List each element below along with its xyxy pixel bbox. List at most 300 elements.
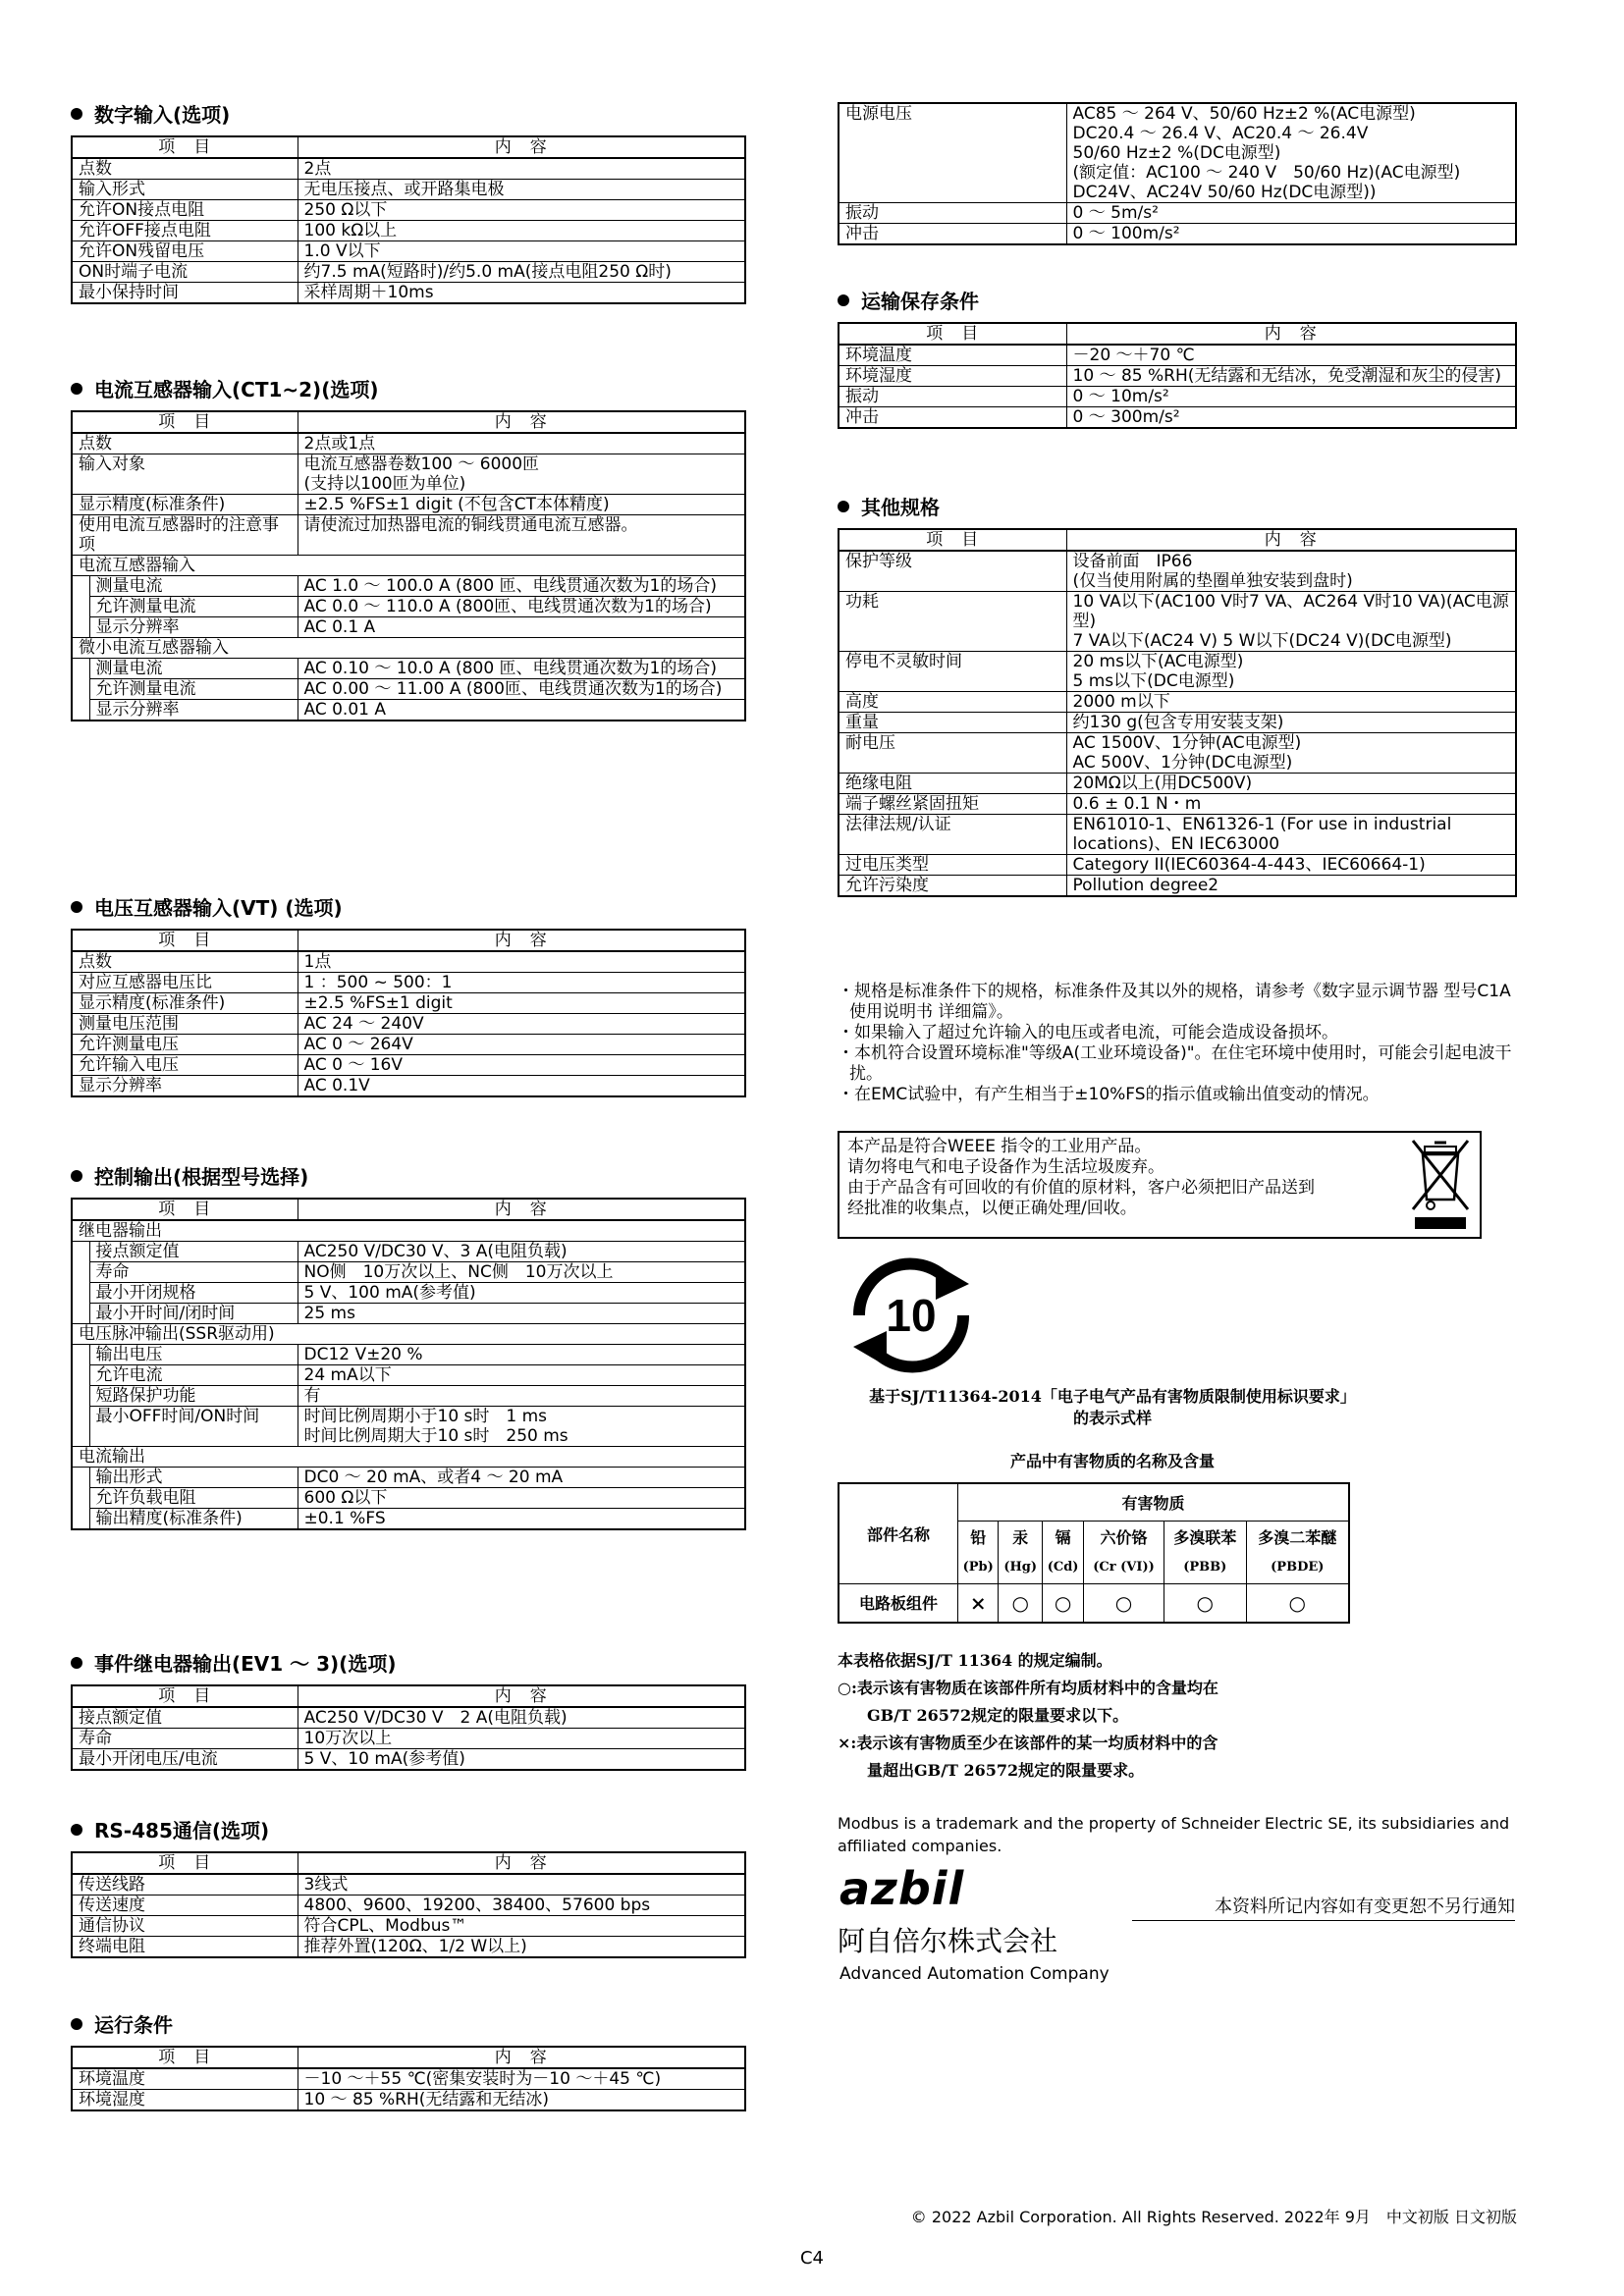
row-value: 4800、9600、19200、38400、57600 bps bbox=[298, 1896, 745, 1916]
row-item: 点数 bbox=[72, 951, 298, 973]
header-item: 项 目 bbox=[72, 411, 298, 433]
header-content: 内 容 bbox=[298, 2047, 745, 2068]
control-output-table bbox=[71, 1198, 746, 1530]
weee-line: 本产品是符合WEEE 指令的工业用产品。 bbox=[847, 1137, 1152, 1156]
row-item: 测量电压范围 bbox=[72, 1014, 298, 1035]
section-title-digital-input: 数字输入(选项) bbox=[71, 102, 230, 128]
header-item: 项 目 bbox=[72, 1852, 298, 1874]
table-row bbox=[839, 592, 1516, 652]
sj-title: 基于SJ/T11364-2014「电子电气产品有害物质限制使用标识要求」 的表示式样 bbox=[869, 1387, 1356, 1427]
row-item: 允许电流 bbox=[89, 1365, 298, 1386]
table-row bbox=[72, 1916, 745, 1937]
row-value: 10万次以上 bbox=[298, 1729, 745, 1749]
row-item: 显示分辨率 bbox=[89, 700, 298, 721]
table-header-row bbox=[72, 1685, 745, 1707]
row-item: 接点额定值 bbox=[89, 1242, 298, 1262]
hz-table-title: 产品中有害物质的名称及含量 bbox=[1009, 1452, 1215, 1470]
row-value: EN61010-1、EN61326-1 (For use in industrial locations)、EN IEC63000 bbox=[1066, 815, 1516, 855]
header-item: 项 目 bbox=[72, 1685, 298, 1707]
header-content: 内 容 bbox=[298, 136, 745, 158]
row-value: ±2.5 %FS±1 digit (不包含CT本体精度) bbox=[298, 495, 745, 515]
row-item: 最小开闭电压/电流 bbox=[72, 1749, 298, 1771]
table-header-row bbox=[839, 529, 1516, 551]
table-row bbox=[839, 366, 1516, 387]
copyright: © 2022 Azbil Corporation. All Rights Reserved. 2022年 9月 中文初版 日文初版 bbox=[910, 2208, 1517, 2226]
hz-substance-symbol: (Cr (VI)) bbox=[1084, 1552, 1164, 1583]
hz-substance-name: 六价铬 bbox=[1084, 1521, 1164, 1552]
row-item: 输入形式 bbox=[72, 180, 298, 200]
row-value: ±2.5 %FS±1 digit bbox=[298, 993, 745, 1014]
note-item: ・本机符合设置环境标准"等级A(工业环境设备)"。在住宅环境中使用时，可能会引起电波干扰。 bbox=[838, 1043, 1512, 1084]
section-title-rs485: RS-485通信(选项) bbox=[71, 1818, 269, 1843]
row-value: 0.6 ± 0.1 N・m bbox=[1066, 794, 1516, 815]
row-item: 允许测量电压 bbox=[72, 1035, 298, 1055]
row-item: 允许测量电流 bbox=[89, 597, 298, 617]
row-item: 振动 bbox=[839, 203, 1066, 224]
row-value: 24 mA以下 bbox=[298, 1365, 745, 1386]
indent-spacer bbox=[72, 1407, 89, 1447]
hz-part-header: 部件名称 bbox=[839, 1483, 958, 1583]
row-item: 最小保持时间 bbox=[72, 283, 298, 304]
table-sub-row bbox=[72, 1283, 745, 1304]
row-value: Pollution degree2 bbox=[1066, 876, 1516, 897]
indent-spacer bbox=[72, 1509, 89, 1530]
table-sub-row bbox=[72, 617, 745, 638]
hazardous-substance-table bbox=[838, 1482, 1350, 1624]
section-title-transport: 运输保存条件 bbox=[838, 289, 979, 314]
row-value: AC85 ～ 264 V、50/60 Hz±2 %(AC电源型) DC20.4 ～ 26.4 V、AC20.4 ～ 26.4V 50/60 Hz±2 %(DC电源型) (额定值：AC100 ～ 240 V 50/60 Hz)(AC电源型) DC24V、AC24V 50/60 Hz(DC电源型)) bbox=[1066, 103, 1516, 203]
table-row bbox=[72, 221, 745, 241]
row-item: 通信协议 bbox=[72, 1916, 298, 1937]
header-content: 内 容 bbox=[1066, 529, 1516, 551]
indent-spacer bbox=[72, 1365, 89, 1386]
row-value: 约130 g(包含专用安装支架) bbox=[1066, 713, 1516, 733]
row-item: 输出电压 bbox=[89, 1345, 298, 1365]
company-name-cn: 阿自倍尔株式会社 bbox=[838, 1925, 1058, 1957]
row-value: NO侧 10万次以上、NC侧 10万次以上 bbox=[298, 1262, 745, 1283]
row-item: 绝缘电阻 bbox=[839, 774, 1066, 794]
other-specs-table bbox=[838, 528, 1517, 897]
row-value: 0 ～ 10m/s² bbox=[1066, 387, 1516, 407]
row-item: 环境温度 bbox=[839, 345, 1066, 366]
section-title-operating: 运行条件 bbox=[71, 2012, 173, 2038]
row-value: 2点 bbox=[298, 158, 745, 180]
row-item: 输出精度(标准条件) bbox=[89, 1509, 298, 1530]
hz-substance-symbol: (Hg) bbox=[999, 1552, 1043, 1583]
hz-substance-name: 汞 bbox=[999, 1521, 1043, 1552]
note-item: ・在EMC试验中，有产生相当于±10%FS的指示值或输出值变动的情况。 bbox=[838, 1085, 1380, 1104]
row-item: 显示分辨率 bbox=[72, 1076, 298, 1097]
row-item: 最小开闭规格 bbox=[89, 1283, 298, 1304]
table-row bbox=[839, 345, 1516, 366]
row-value: DC12 V±20 % bbox=[298, 1345, 745, 1365]
row-value: 电流互感器卷数100 ～ 6000匝 (支持以100匝为单位) bbox=[298, 454, 745, 495]
table-row bbox=[72, 1749, 745, 1771]
hz-note-line: 量超出GB/T 26572规定的限量要求。 bbox=[867, 1761, 1145, 1780]
operating-cont-table bbox=[838, 102, 1517, 245]
row-value: 100 kΩ以上 bbox=[298, 221, 745, 241]
row-item: 输入对象 bbox=[72, 454, 298, 495]
row-value: AC 0 ～ 264V bbox=[298, 1035, 745, 1055]
section-title-control-output: 控制输出(根据型号选择) bbox=[71, 1164, 308, 1190]
row-item: 冲击 bbox=[839, 224, 1066, 245]
table-sub-row bbox=[72, 1304, 745, 1324]
row-value: 采样周期＋10ms bbox=[298, 283, 745, 304]
row-value: 2000 m以下 bbox=[1066, 692, 1516, 713]
row-item: 终端电阻 bbox=[72, 1937, 298, 1958]
table-group-row bbox=[72, 638, 745, 659]
table-header-row bbox=[72, 411, 745, 433]
row-value: AC250 V/DC30 V、3 A(电阻负载) bbox=[298, 1242, 745, 1262]
row-value: AC 1500V、1分钟(AC电源型) AC 500V、1分钟(DC电源型) bbox=[1066, 733, 1516, 774]
table-sub-row bbox=[72, 659, 745, 679]
row-item: 高度 bbox=[839, 692, 1066, 713]
row-value: AC 1.0 ～ 100.0 A (800 匝、电线贯通次数为1的场合) bbox=[298, 576, 745, 597]
hz-substance-symbol: (PBB) bbox=[1164, 1552, 1246, 1583]
row-value: 请使流过加热器电流的铜线贯通电流互感器。 bbox=[298, 515, 745, 556]
notes-list bbox=[838, 982, 1517, 1105]
hz-substance-symbol: (PBDE) bbox=[1246, 1552, 1349, 1583]
row-value: AC 0.1V bbox=[298, 1076, 745, 1097]
row-value: 无电压接点、或开路集电极 bbox=[298, 180, 745, 200]
vt-input-table bbox=[71, 929, 746, 1097]
row-item: 法律法规/认证 bbox=[839, 815, 1066, 855]
table-row bbox=[839, 855, 1516, 876]
section-title-vt-input: 电压互感器输入(VT) (选项) bbox=[71, 895, 343, 921]
table-row bbox=[72, 1729, 745, 1749]
row-item: 功耗 bbox=[839, 592, 1066, 652]
header-item: 项 目 bbox=[72, 2047, 298, 2068]
table-sub-row bbox=[72, 1468, 745, 1488]
table-sub-row bbox=[72, 1262, 745, 1283]
row-item: 环境湿度 bbox=[72, 2090, 298, 2111]
hz-mark: ○ bbox=[1043, 1583, 1084, 1623]
table-header-row bbox=[72, 136, 745, 158]
group-label: 电流互感器输入 bbox=[72, 556, 745, 576]
row-value: 10 ～ 85 %RH(无结露和无结冰) bbox=[298, 2090, 745, 2111]
table-row bbox=[839, 652, 1516, 692]
row-item: 传送速度 bbox=[72, 1896, 298, 1916]
header-content: 内 容 bbox=[298, 1685, 745, 1707]
header-content: 内 容 bbox=[298, 1199, 745, 1220]
weee-line: 经批准的收集点，以便正确处理/回收。 bbox=[847, 1199, 1137, 1218]
table-row bbox=[839, 815, 1516, 855]
hz-substance-name: 多溴二苯醚 bbox=[1246, 1521, 1349, 1552]
table-sub-row bbox=[72, 1407, 745, 1447]
row-value: 0 ～ 100m/s² bbox=[1066, 224, 1516, 245]
row-item: 环境温度 bbox=[72, 2068, 298, 2090]
table-sub-row bbox=[72, 679, 745, 700]
row-item: 测量电流 bbox=[89, 659, 298, 679]
row-value: 20MΩ以上(用DC500V) bbox=[1066, 774, 1516, 794]
row-item: 测量电流 bbox=[89, 576, 298, 597]
table-row bbox=[839, 692, 1516, 713]
row-value: AC 0.00 ～ 11.00 A (800匝、电线贯通次数为1的场合) bbox=[298, 679, 745, 700]
table-header-row bbox=[72, 1852, 745, 1874]
table-header-row bbox=[72, 930, 745, 951]
row-item: 允许ON残留电压 bbox=[72, 241, 298, 262]
table-group-row bbox=[72, 1220, 745, 1242]
table-sub-row bbox=[72, 700, 745, 721]
table-sub-row bbox=[72, 597, 745, 617]
hz-note-line: ×:表示该有害物质至少在该部件的某一均质材料中的含 bbox=[838, 1734, 1218, 1752]
row-item: 允许输入电压 bbox=[72, 1055, 298, 1076]
group-label: 微小电流互感器输入 bbox=[72, 638, 745, 659]
section-title-event-relay: 事件继电器输出(EV1 ～ 3)(选项) bbox=[71, 1651, 396, 1677]
hz-notes bbox=[838, 1647, 1387, 1785]
row-value: 250 Ω以下 bbox=[298, 200, 745, 221]
table-header-row bbox=[72, 2047, 745, 2068]
hz-note-line: ○:表示该有害物质在该部件所有均质材料中的含量均在 bbox=[838, 1679, 1218, 1697]
table-row bbox=[839, 103, 1516, 203]
row-value: AC 24 ～ 240V bbox=[298, 1014, 745, 1035]
efup-10-icon bbox=[841, 1256, 981, 1374]
hz-mark: ○ bbox=[1164, 1583, 1246, 1623]
row-item: 传送线路 bbox=[72, 1874, 298, 1896]
change-notice: 本资料所记内容如有变更恕不另行通知 bbox=[1132, 1896, 1515, 1921]
company-name-en: Advanced Automation Company bbox=[839, 1964, 1110, 1984]
row-value: 10 ～ 85 %RH(无结露和无结冰，免受潮湿和灰尘的侵害) bbox=[1066, 366, 1516, 387]
table-row bbox=[72, 993, 745, 1014]
row-item: 接点额定值 bbox=[72, 1707, 298, 1729]
table-row bbox=[839, 407, 1516, 429]
row-item: 点数 bbox=[72, 433, 298, 454]
row-value: AC 0.0 ～ 110.0 A (800匝、电线贯通次数为1的场合) bbox=[298, 597, 745, 617]
table-sub-row bbox=[72, 576, 745, 597]
row-value: ±0.1 %FS bbox=[298, 1509, 745, 1530]
row-item: 保护等级 bbox=[839, 551, 1066, 592]
table-row bbox=[839, 876, 1516, 897]
table-header-row bbox=[72, 1199, 745, 1220]
table-row bbox=[839, 551, 1516, 592]
table-row bbox=[72, 495, 745, 515]
row-item: 使用电流互感器时的注意事项 bbox=[72, 515, 298, 556]
table-row bbox=[839, 774, 1516, 794]
row-value: 3线式 bbox=[298, 1874, 745, 1896]
row-item: 寿命 bbox=[89, 1262, 298, 1283]
row-item: 停电不灵敏时间 bbox=[839, 652, 1066, 692]
note-item: ・如果输入了超过允许输入的电压或者电流，可能会造成设备损坏。 bbox=[838, 1023, 1338, 1042]
table-row bbox=[72, 515, 745, 556]
table-row bbox=[839, 224, 1516, 245]
row-value: 10 VA以下(AC100 V时7 VA、AC264 V时10 VA)(AC电源型) 7 VA以下(AC24 V) 5 W以下(DC24 V)(DC电源型) bbox=[1066, 592, 1516, 652]
indent-spacer bbox=[72, 1304, 89, 1324]
indent-spacer bbox=[72, 1386, 89, 1407]
row-item: 冲击 bbox=[839, 407, 1066, 429]
row-item: 最小OFF时间/ON时间 bbox=[89, 1407, 298, 1447]
header-content: 内 容 bbox=[1066, 323, 1516, 345]
indent-spacer bbox=[72, 597, 89, 617]
hz-mark: × bbox=[958, 1583, 999, 1623]
hz-mark: ○ bbox=[1246, 1583, 1349, 1623]
row-item: 耐电压 bbox=[839, 733, 1066, 774]
row-value: 时间比例周期小于10 s时 1 ms 时间比例周期大于10 s时 250 ms bbox=[298, 1407, 745, 1447]
header-item: 项 目 bbox=[72, 136, 298, 158]
row-value: 5 V、10 mA(参考值) bbox=[298, 1749, 745, 1771]
indent-spacer bbox=[72, 1345, 89, 1365]
table-row bbox=[72, 1937, 745, 1958]
svg-text:10: 10 bbox=[886, 1290, 937, 1341]
row-item: 最小开时间/闭时间 bbox=[89, 1304, 298, 1324]
header-content: 内 容 bbox=[298, 930, 745, 951]
header-item: 项 目 bbox=[839, 529, 1066, 551]
indent-spacer bbox=[72, 1488, 89, 1509]
table-row bbox=[72, 1874, 745, 1896]
row-value: －10 ～＋55 ℃(密集安装时为－10 ～＋45 ℃) bbox=[298, 2068, 745, 2090]
table-sub-row bbox=[72, 1488, 745, 1509]
row-value: 5 V、100 mA(参考值) bbox=[298, 1283, 745, 1304]
header-content: 内 容 bbox=[298, 411, 745, 433]
table-row bbox=[72, 1055, 745, 1076]
table-row bbox=[72, 973, 745, 993]
row-value: AC250 V/DC30 V 2 A(电阻负载) bbox=[298, 1707, 745, 1729]
row-item: 允许测量电流 bbox=[89, 679, 298, 700]
event-relay-table bbox=[71, 1684, 746, 1771]
table-sub-row bbox=[72, 1365, 745, 1386]
hz-substance-name: 多溴联苯 bbox=[1164, 1521, 1246, 1552]
row-value: AC 0.10 ～ 10.0 A (800 匝、电线贯通次数为1的场合) bbox=[298, 659, 745, 679]
hz-note-line: 本表格依据SJ/T 11364 的规定编制。 bbox=[838, 1651, 1112, 1670]
modbus-trademark-note: Modbus is a trademark and the property of Schneider Electric SE, its subsidiaries and affiliated companies. bbox=[838, 1814, 1510, 1855]
table-row bbox=[72, 951, 745, 973]
row-value: －20 ～＋70 ℃ bbox=[1066, 345, 1516, 366]
table-row bbox=[839, 203, 1516, 224]
row-value: 1 ：500 ~ 500：1 bbox=[298, 973, 745, 993]
table-sub-row bbox=[72, 1386, 745, 1407]
header-item: 项 目 bbox=[72, 930, 298, 951]
table-row bbox=[839, 387, 1516, 407]
table-row bbox=[72, 454, 745, 495]
row-value: 25 ms bbox=[298, 1304, 745, 1324]
indent-spacer bbox=[72, 659, 89, 679]
section-title-ct-input: 电流互感器输入(CT1~2)(选项) bbox=[71, 377, 378, 402]
table-group-row bbox=[72, 556, 745, 576]
crossed-bin-icon bbox=[1409, 1137, 1472, 1233]
hz-substance-header: 有害物质 bbox=[958, 1483, 1350, 1521]
hz-substance-name: 铅 bbox=[958, 1521, 999, 1552]
row-item: 过电压类型 bbox=[839, 855, 1066, 876]
row-item: 允许ON接点电阻 bbox=[72, 200, 298, 221]
hz-note-line: GB/T 26572规定的限量要求以下。 bbox=[867, 1706, 1129, 1725]
table-row bbox=[72, 241, 745, 262]
indent-spacer bbox=[72, 576, 89, 597]
row-value: 符合CPL、Modbus™ bbox=[298, 1916, 745, 1937]
row-item: 允许OFF接点电阻 bbox=[72, 221, 298, 241]
row-value: 1.0 V以下 bbox=[298, 241, 745, 262]
digital-input-table bbox=[71, 135, 746, 304]
table-group-row bbox=[72, 1447, 745, 1468]
row-value: AC 0.01 A bbox=[298, 700, 745, 721]
indent-spacer bbox=[72, 679, 89, 700]
table-row bbox=[72, 1896, 745, 1916]
row-value: DC0 ～ 20 mA、或者4 ～ 20 mA bbox=[298, 1468, 745, 1488]
row-item: 允许污染度 bbox=[839, 876, 1066, 897]
row-value: 2点或1点 bbox=[298, 433, 745, 454]
hz-mark: ○ bbox=[1084, 1583, 1164, 1623]
indent-spacer bbox=[72, 1468, 89, 1488]
row-value: 有 bbox=[298, 1386, 745, 1407]
hz-mark: ○ bbox=[999, 1583, 1043, 1623]
row-value: AC 0 ～ 16V bbox=[298, 1055, 745, 1076]
weee-line: 由于产品含有可回收的有价值的原材料，客户必须把旧产品送到 bbox=[847, 1178, 1315, 1198]
hz-substance-symbol: (Cd) bbox=[1043, 1552, 1084, 1583]
table-group-row bbox=[72, 1324, 745, 1345]
table-row bbox=[839, 733, 1516, 774]
row-item: 允许负载电阻 bbox=[89, 1488, 298, 1509]
hz-part-name: 电路板组件 bbox=[839, 1583, 958, 1623]
page-number: C4 bbox=[799, 2248, 825, 2269]
row-value: 20 ms以下(AC电源型) 5 ms以下(DC电源型) bbox=[1066, 652, 1516, 692]
header-content: 内 容 bbox=[298, 1852, 745, 1874]
table-row bbox=[72, 283, 745, 304]
note-item: ・规格是标准条件下的规格，标准条件及其以外的规格，请参考《数字显示调节器 型号C1A 使用说明书 详细篇》。 bbox=[838, 982, 1511, 1022]
ct-input-table bbox=[71, 410, 746, 721]
group-label: 电压脉冲输出(SSR驱动用) bbox=[72, 1324, 745, 1345]
group-label: 继电器输出 bbox=[72, 1220, 745, 1242]
row-item: 电源电压 bbox=[839, 103, 1066, 203]
header-item: 项 目 bbox=[839, 323, 1066, 345]
indent-spacer bbox=[72, 617, 89, 638]
table-row bbox=[72, 1076, 745, 1097]
transport-table bbox=[838, 322, 1517, 429]
row-item: 输出形式 bbox=[89, 1468, 298, 1488]
section-title-other: 其他规格 bbox=[838, 495, 940, 520]
table-row bbox=[72, 1707, 745, 1729]
table-row bbox=[72, 158, 745, 180]
row-item: 点数 bbox=[72, 158, 298, 180]
hz-substance-symbol: (Pb) bbox=[958, 1552, 999, 1583]
table-row bbox=[72, 1014, 745, 1035]
row-value: Category II(IEC60364-4-443、IEC60664-1) bbox=[1066, 855, 1516, 876]
row-value: 推荐外置(120Ω、1/2 W以上) bbox=[298, 1937, 745, 1958]
row-item: 重量 bbox=[839, 713, 1066, 733]
table-row bbox=[839, 794, 1516, 815]
group-label: 电流输出 bbox=[72, 1447, 745, 1468]
weee-notice bbox=[838, 1131, 1482, 1239]
row-value: 设备前面 IP66 (仅当使用附属的垫圈单独安装到盘时) bbox=[1066, 551, 1516, 592]
table-row bbox=[72, 2090, 745, 2111]
header-item: 项 目 bbox=[72, 1199, 298, 1220]
row-item: 振动 bbox=[839, 387, 1066, 407]
row-item: 显示精度(标准条件) bbox=[72, 993, 298, 1014]
row-value: 约7.5 mA(短路时)/约5.0 mA(接点电阻250 Ω时) bbox=[298, 262, 745, 283]
row-item: 显示分辨率 bbox=[89, 617, 298, 638]
row-value: 0 ～ 5m/s² bbox=[1066, 203, 1516, 224]
row-item: ON时端子电流 bbox=[72, 262, 298, 283]
rs485-table bbox=[71, 1851, 746, 1958]
table-row bbox=[72, 180, 745, 200]
row-item: 环境湿度 bbox=[839, 366, 1066, 387]
row-value: AC 0.1 A bbox=[298, 617, 745, 638]
table-row bbox=[72, 1035, 745, 1055]
table-sub-row bbox=[72, 1509, 745, 1530]
table-row bbox=[72, 262, 745, 283]
row-item: 对应互感器电压比 bbox=[72, 973, 298, 993]
row-item: 显示精度(标准条件) bbox=[72, 495, 298, 515]
table-row bbox=[72, 433, 745, 454]
table-sub-row bbox=[72, 1345, 745, 1365]
row-value: 1点 bbox=[298, 951, 745, 973]
row-value: 600 Ω以下 bbox=[298, 1488, 745, 1509]
table-row bbox=[839, 713, 1516, 733]
indent-spacer bbox=[72, 1262, 89, 1283]
azbil-logo: azbil bbox=[839, 1862, 965, 1915]
hz-substance-name: 镉 bbox=[1043, 1521, 1084, 1552]
row-item: 短路保护功能 bbox=[89, 1386, 298, 1407]
row-value: 0 ～ 300m/s² bbox=[1066, 407, 1516, 429]
table-header-row bbox=[839, 323, 1516, 345]
row-item: 端子螺丝紧固扭矩 bbox=[839, 794, 1066, 815]
